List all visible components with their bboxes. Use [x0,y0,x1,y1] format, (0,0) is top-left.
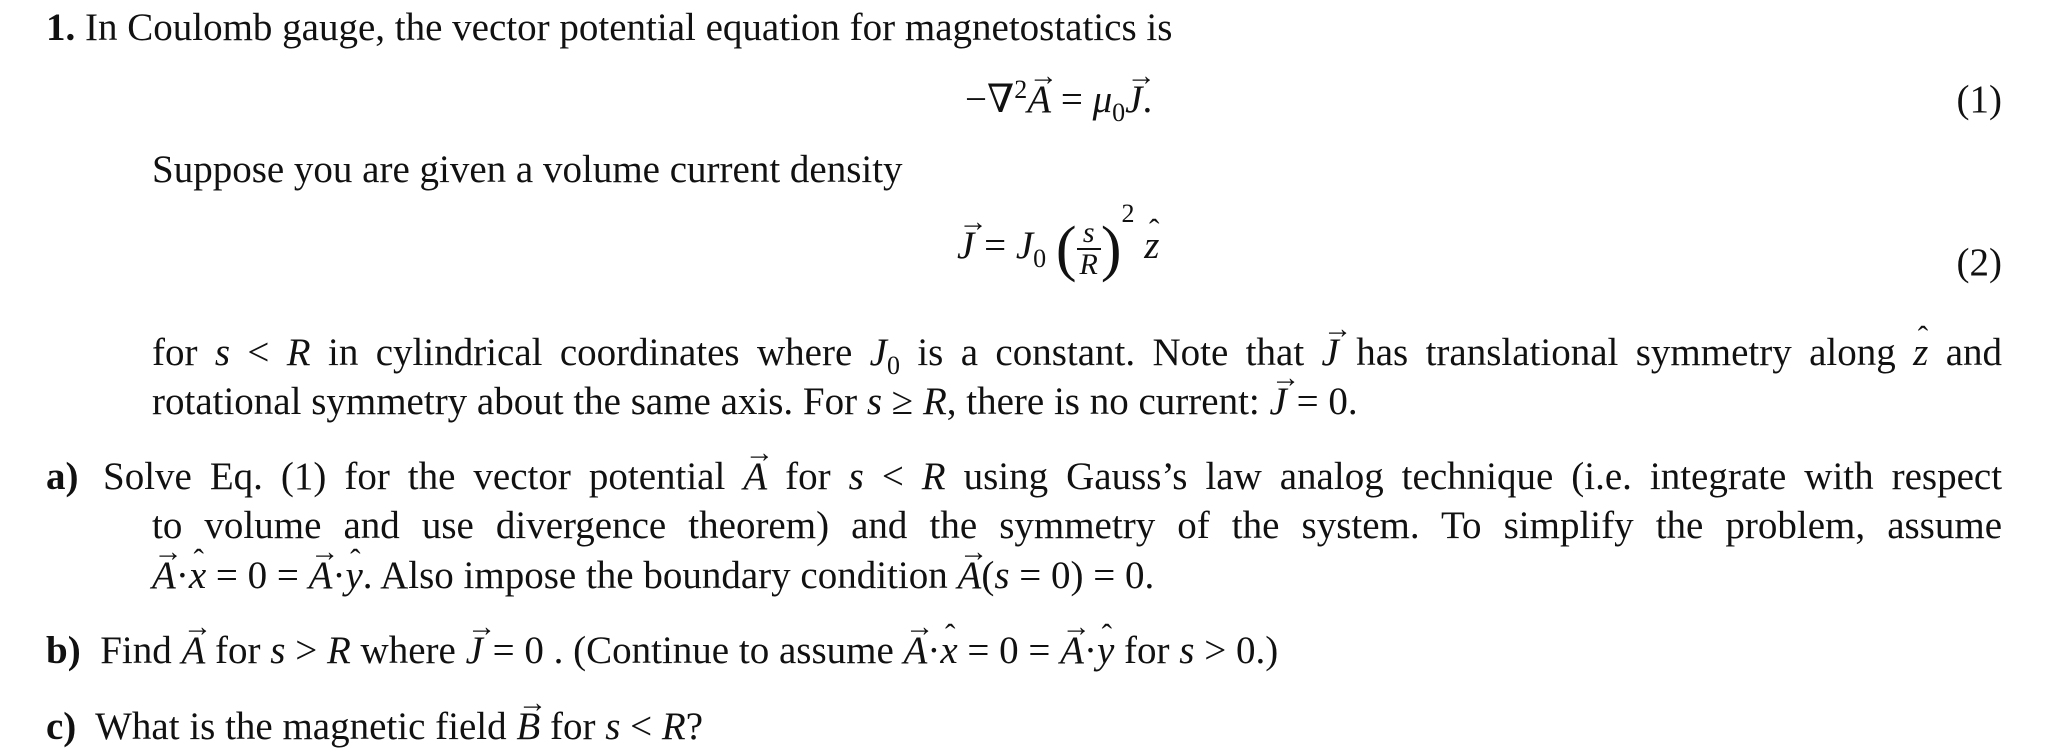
equation-2-number: (2) [1956,241,2002,284]
equation-1-number: (1) [1956,78,2002,121]
equation-2: → $J = J_0$ ( $\frac{s}{R}$ )$^2$ ˆ z [957,218,1159,280]
part-b: b) Find → A for s > R where → J = 0 . (Continue to assume → A·ˆ x = 0 = → A·ˆ y for s > 0.) [46,631,1278,670]
equation-1: $-\nabla^2\to A = \mu_0\to J$. [965,77,1152,126]
part-a-label: a) [46,455,79,498]
part-a-line-2: to volume and use divergence theorem) and the symmetry of the system. To simplify the problem, assume [152,504,2002,547]
description-line-2: rotational symmetry about the same axis. For s ≥ R, there is no current: → J = 0. [152,382,1358,421]
problem-number: 1. [46,6,76,49]
part-a-line-1: Solve Eq. (1) for the vector potential → A for s < R using Gauss’s law analog technique (i.e. integrate with respect [103,457,2002,496]
part-a-line-3: → A·ˆ x = 0 = → A·ˆ y. Also impose the boundary condition → A(s = 0) = 0. [152,556,1154,595]
given-text: Suppose you are given a volume current density [152,148,903,191]
problem-intro [46,8,1172,47]
description-line-1: for s < R in cylindrical coordinates where $J_0$ is a constant. Note that → J has translational symmetry along ˆ z and [152,333,2002,379]
intro-text: In Coulomb gauge, the vector potential equation for magnetostatics is [85,6,1173,49]
part-c: c) What is the magnetic field → B for s < R? [46,707,703,746]
